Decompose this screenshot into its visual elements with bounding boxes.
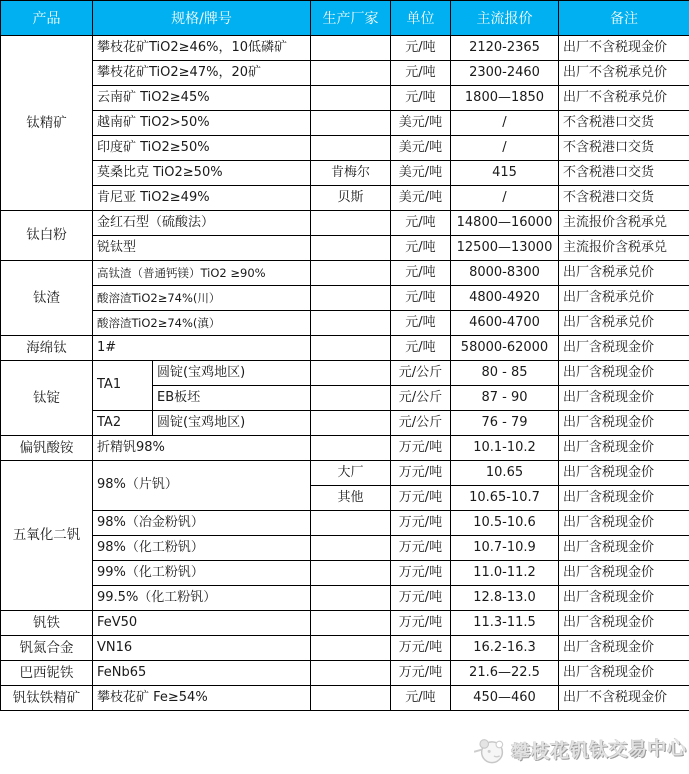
maker-cell [311,86,391,111]
unit-cell: 元/吨 [391,686,451,711]
product-cell: 钒铁 [1,611,93,636]
table-row [1,261,689,286]
note-cell: 出厂含税承兑价 [559,311,689,336]
table-row [1,186,689,211]
maker-cell [311,561,391,586]
spec-cell: 99.5%（化工粉钒） [93,586,311,611]
unit-cell: 万元/吨 [391,486,451,511]
header-spec: 规格/牌号 [93,1,311,36]
maker-cell [311,236,391,261]
table-row [1,61,689,86]
unit-cell: 万元/吨 [391,661,451,686]
spec-cell: 圆锭(宝鸡地区) [153,411,311,436]
note-cell: 出厂含税现金价 [559,611,689,636]
maker-cell [311,286,391,311]
price-cell: 415 [451,161,559,186]
header-maker: 生产厂家 [311,1,391,36]
maker-cell [311,411,391,436]
maker-cell [311,636,391,661]
spec-cell: 印度矿 TiO2≥50% [93,136,311,161]
product-cell: 海绵钛 [1,336,93,361]
product-cell: 钛白粉 [1,211,93,261]
spec-cell: 98%（片钒） [93,461,311,511]
price-cell: 8000-8300 [451,261,559,286]
note-cell: 出厂含税现金价 [559,561,689,586]
spec-cell: EB板坯 [153,386,311,411]
product-cell: 巴西铌铁 [1,661,93,686]
maker-cell [311,386,391,411]
maker-cell [311,611,391,636]
table-row [1,136,689,161]
note-cell: 出厂含税承兑价 [559,286,689,311]
note-cell: 出厂含税现金价 [559,336,689,361]
price-cell: 2300-2460 [451,61,559,86]
header-note: 备注 [559,1,689,36]
unit-cell: 元/吨 [391,36,451,61]
price-cell: 12500—13000 [451,236,559,261]
note-cell: 出厂含税承兑价 [559,261,689,286]
table-row [1,236,689,261]
note-cell: 出厂含税现金价 [559,461,689,486]
unit-cell: 元/吨 [391,261,451,286]
header-product: 产品 [1,1,93,36]
product-cell: 钒钛铁精矿 [1,686,93,711]
product-cell: 钒氮合金 [1,636,93,661]
spec-cell: FeNb65 [93,661,311,686]
unit-cell: 元/吨 [391,236,451,261]
maker-cell [311,586,391,611]
note-cell: 不含税港口交货 [559,136,689,161]
header-row [1,1,689,36]
table-row [1,536,689,561]
unit-cell: 元/吨 [391,86,451,111]
maker-cell: 大厂 [311,461,391,486]
note-cell: 出厂含税现金价 [559,586,689,611]
price-cell: / [451,111,559,136]
table-row [1,686,689,711]
maker-cell [311,211,391,236]
maker-cell [311,261,391,286]
price-cell: 14800—16000 [451,211,559,236]
price-cell: 16.2-16.3 [451,636,559,661]
grade-cell: TA2 [93,411,153,436]
spec-cell: 莫桑比克 TiO2≥50% [93,161,311,186]
unit-cell: 元/吨 [391,286,451,311]
note-cell: 出厂不含税承兑价 [559,86,689,111]
product-cell: 五氧化二钒 [1,461,93,611]
note-cell: 出厂含税现金价 [559,411,689,436]
note-cell: 出厂含税现金价 [559,486,689,511]
table-row [1,86,689,111]
note-cell: 出厂不含税承兑价 [559,61,689,86]
table-row [1,161,689,186]
unit-cell: 元/公斤 [391,411,451,436]
spec-cell: 锐钛型 [93,236,311,261]
table-row [1,511,689,536]
maker-cell [311,511,391,536]
note-cell: 出厂含税现金价 [559,361,689,386]
price-cell: / [451,136,559,161]
note-cell: 出厂不含税现金价 [559,36,689,61]
table-row [1,611,689,636]
maker-cell: 其他 [311,486,391,511]
unit-cell: 美元/吨 [391,186,451,211]
unit-cell: 万元/吨 [391,461,451,486]
unit-cell: 万元/吨 [391,636,451,661]
spec-cell: 圆锭(宝鸡地区) [153,361,311,386]
unit-cell: 元/吨 [391,311,451,336]
maker-cell [311,361,391,386]
note-cell: 出厂含税现金价 [559,386,689,411]
table-row [1,636,689,661]
table-row [1,411,689,436]
header-unit: 单位 [391,1,451,36]
price-cell: 12.8-13.0 [451,586,559,611]
price-cell: 76 - 79 [451,411,559,436]
table-row [1,586,689,611]
watermark-text: 攀枝花钒钛交易中心 [510,736,687,764]
note-cell: 不含税港口交货 [559,111,689,136]
spec-cell: 肯尼亚 TiO2≥49% [93,186,311,211]
product-cell: 钛精矿 [1,36,93,211]
price-cell: 10.5-10.6 [451,511,559,536]
price-cell: 4600-4700 [451,311,559,336]
maker-cell [311,686,391,711]
spec-cell: 高钛渣（普通钙镁）TiO2 ≥90% [93,261,311,286]
maker-cell [311,111,391,136]
note-cell: 出厂含税现金价 [559,636,689,661]
unit-cell: 万元/吨 [391,611,451,636]
watermark [474,726,687,772]
unit-cell: 美元/吨 [391,136,451,161]
spec-cell: 金红石型（硫酸法） [93,211,311,236]
note-cell: 出厂含税现金价 [559,661,689,686]
price-cell: 21.6—22.5 [451,661,559,686]
table-row [1,361,689,386]
maker-cell [311,136,391,161]
spec-cell: 酸溶渣TiO2≥74%(滇） [93,311,311,336]
product-cell: 偏钒酸铵 [1,436,93,461]
spec-cell: 99%（化工粉钒） [93,561,311,586]
price-cell: 11.3-11.5 [451,611,559,636]
table-row [1,36,689,61]
unit-cell: 万元/吨 [391,561,451,586]
maker-cell [311,536,391,561]
spec-cell: 攀枝花矿TiO2≥47%，20矿 [93,61,311,86]
unit-cell: 元/吨 [391,61,451,86]
unit-cell: 美元/吨 [391,111,451,136]
note-cell: 出厂含税现金价 [559,511,689,536]
table-row [1,311,689,336]
price-cell: 1800—1850 [451,86,559,111]
spec-cell: 攀枝花矿TiO2≥46%，10低磷矿 [93,36,311,61]
table-row [1,336,689,361]
price-cell: 450—460 [451,686,559,711]
maker-cell [311,336,391,361]
maker-cell [311,436,391,461]
mascot-logo-icon [474,734,509,769]
maker-cell [311,661,391,686]
spec-cell: FeV50 [93,611,311,636]
maker-cell: 肯梅尔 [311,161,391,186]
price-cell: 11.0-11.2 [451,561,559,586]
price-cell: 10.65 [451,461,559,486]
spec-cell: 酸溶渣TiO2≥74%(川） [93,286,311,311]
unit-cell: 万元/吨 [391,586,451,611]
price-cell: 4800-4920 [451,286,559,311]
table-row [1,561,689,586]
price-cell: 10.65-10.7 [451,486,559,511]
maker-cell [311,36,391,61]
spec-cell: 98%（冶金粉钒） [93,511,311,536]
spec-cell: VN16 [93,636,311,661]
maker-cell [311,311,391,336]
price-cell: 10.7-10.9 [451,536,559,561]
price-cell: 80 - 85 [451,361,559,386]
spec-cell: 越南矿 TiO2>50% [93,111,311,136]
unit-cell: 元/公斤 [391,386,451,411]
unit-cell: 万元/吨 [391,436,451,461]
grade-cell: TA1 [93,361,153,411]
spec-cell: 攀枝花矿 Fe≥54% [93,686,311,711]
unit-cell: 元/公斤 [391,361,451,386]
note-cell: 出厂含税现金价 [559,436,689,461]
spec-cell: 1# [93,336,311,361]
note-cell: 出厂含税现金价 [559,536,689,561]
table-row [1,286,689,311]
unit-cell: 元/吨 [391,211,451,236]
spec-cell: 云南矿 TiO2≥45% [93,86,311,111]
table-row [1,661,689,686]
table-row [1,111,689,136]
note-cell: 出厂不含税现金价 [559,686,689,711]
note-cell: 主流报价含税承兑 [559,236,689,261]
spec-cell: 折精钒98% [93,436,311,461]
header-price: 主流报价 [451,1,559,36]
maker-cell: 贝斯 [311,186,391,211]
product-cell: 钛渣 [1,261,93,336]
table-row [1,461,689,486]
price-cell: 87 - 90 [451,386,559,411]
unit-cell: 美元/吨 [391,161,451,186]
maker-cell [311,61,391,86]
price-cell: 2120-2365 [451,36,559,61]
unit-cell: 万元/吨 [391,536,451,561]
product-cell: 钛锭 [1,361,93,436]
price-cell: / [451,186,559,211]
price-cell: 58000-62000 [451,336,559,361]
unit-cell: 元/吨 [391,336,451,361]
spec-cell: 98%（化工粉钒） [93,536,311,561]
table-row [1,436,689,461]
price-cell: 10.1-10.2 [451,436,559,461]
table-row [1,211,689,236]
note-cell: 不含税港口交货 [559,161,689,186]
note-cell: 主流报价含税承兑 [559,211,689,236]
note-cell: 不含税港口交货 [559,186,689,211]
unit-cell: 万元/吨 [391,511,451,536]
